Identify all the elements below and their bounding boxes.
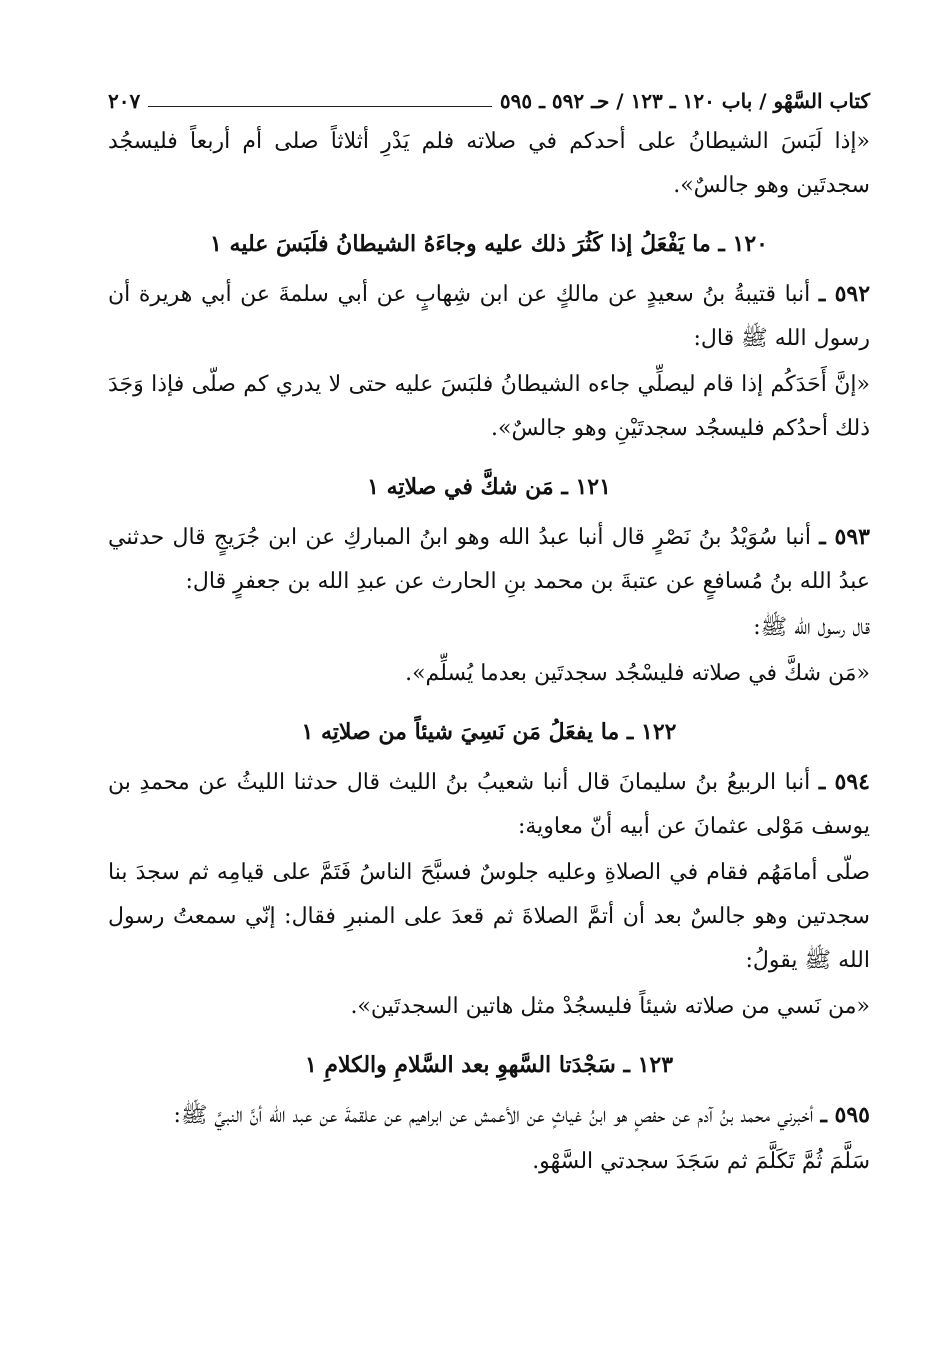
hadith-text: «من نَسي من صلاته شيئاً فليسجُدْ مثل هاتين السجدتَين». xyxy=(350,994,870,1019)
hadith-chain-text: أنبا سُوَيْدُ بنُ نَصْرٍ قال أنبا عبدُ الله وهو ابنُ المباركِ عن ابن جُرَيجٍ قال حدثني عبدُ الله بنُ مُسافعٍ عن عتبةَ بن محمد بنِ الحارث عن عبدِ الله بن جعفرٍ قال: xyxy=(108,525,870,594)
hadith-number: ٥٩٤ ـ xyxy=(818,769,870,795)
hadith-intro: قال رسول الله ﷺ: xyxy=(753,615,870,640)
chapter-heading-122: ١٢٢ ـ ما يفعَلُ مَن نَسِيَ شيئاً من صلاتِه ١ xyxy=(301,719,677,745)
hadith-text: «إذا لَبَسَ الشيطانُ على أحدكم في صلاته فلم يَدْرِ أثلاثاً صلى أم أربعاً فليسجُد سجدتَين وهو جالسٌ». xyxy=(108,129,870,198)
chapter-heading-121: ١٢١ ـ مَن شكَّ في صلاتِه ١ xyxy=(367,474,611,500)
hadith-text: سَلَّمَ ثُمَّ تَكَلَّمَ ثم سَجَدَ سجدتي السَّهْو. xyxy=(532,1149,870,1174)
hadith-number: ٥٩٣ ـ xyxy=(819,524,870,550)
page-body xyxy=(108,84,870,1184)
chapter-heading-120: ١٢٠ ـ ما يَفْعَلُ إذا كَثُرَ ذلك عليه وجاءَهُ الشيطانُ فلَبَسَ عليه ١ xyxy=(210,231,768,257)
hadith-chain-594 xyxy=(108,760,870,849)
hadith-chain-text: أنبا الربيعُ بنُ سليمانَ قال أنبا شعيبُ بنُ الليث قال حدثنا الليثُ عن محمدِ بن يوسف مَوْلى عثمانَ عن أبيه أنّ معاوية: xyxy=(108,770,870,839)
hadith-chain-595 xyxy=(108,1093,870,1138)
hadith-chain-593 xyxy=(108,515,870,604)
hadith-number: ٥٩٢ ـ xyxy=(818,281,871,307)
hadith-chain-text: أنبا قتيبةُ بنُ سعيدٍ عن مالكٍ عن ابن شِهابٍ عن أبي سلمةَ عن أبي هريرة أن رسول الله ﷺ قال: xyxy=(108,282,870,351)
header-rule xyxy=(148,96,492,107)
chapter-heading-123: ١٢٣ ـ سَجْدَتا السَّهوِ بعد السَّلامِ والكلامِ ١ xyxy=(304,1052,674,1078)
hadith-number: ٥٩٥ ـ xyxy=(820,1102,870,1128)
running-header-title: كتاب السَّهْو / باب ١٢٠ ـ ١٢٣ / حـ ٥٩٢ ـ ٥٩٥ xyxy=(499,89,870,113)
page-number: ٢٠٧ xyxy=(108,89,141,113)
hadith-narrative: صلّى أمامَهُم فقام في الصلاةِ وعليه جلوسٌ فسبَّحَ الناسُ فَتَمَّ على قيامِه ثم سجدَ بنا سجدتين وهو جالسٌ بعد أن أتمَّ الصلاةَ ثم قعدَ على المنبرِ فقال: إنّي سمعتُ رسول الله ﷺ يقولُ: xyxy=(108,860,870,973)
hadith-chain-592 xyxy=(108,272,870,361)
hadith-text: «مَن شكَّ في صلاته فليسْجُد سجدتَين بعدما يُسلِّم». xyxy=(405,661,870,686)
hadith-text: «إنَّ أَحَدَكُم إذا قام ليصلِّي جاءه الشيطانُ فلبَسَ عليه حتى لا يدري كم صلّى فإذا وَجَدَ ذلك أحدُكم فليسجُد سجدتَيْنِ وهو جالسٌ». xyxy=(108,372,870,441)
hadith-chain-text: أخبرني محمد بنُ آدم عن حفصٍ هو ابنُ غياثٍ عن الأعمش عن ابراهيم عن علقمةَ عن عبد الله أنَّ النبيَّ ﷺ: xyxy=(173,1103,814,1128)
running-header xyxy=(108,84,870,118)
